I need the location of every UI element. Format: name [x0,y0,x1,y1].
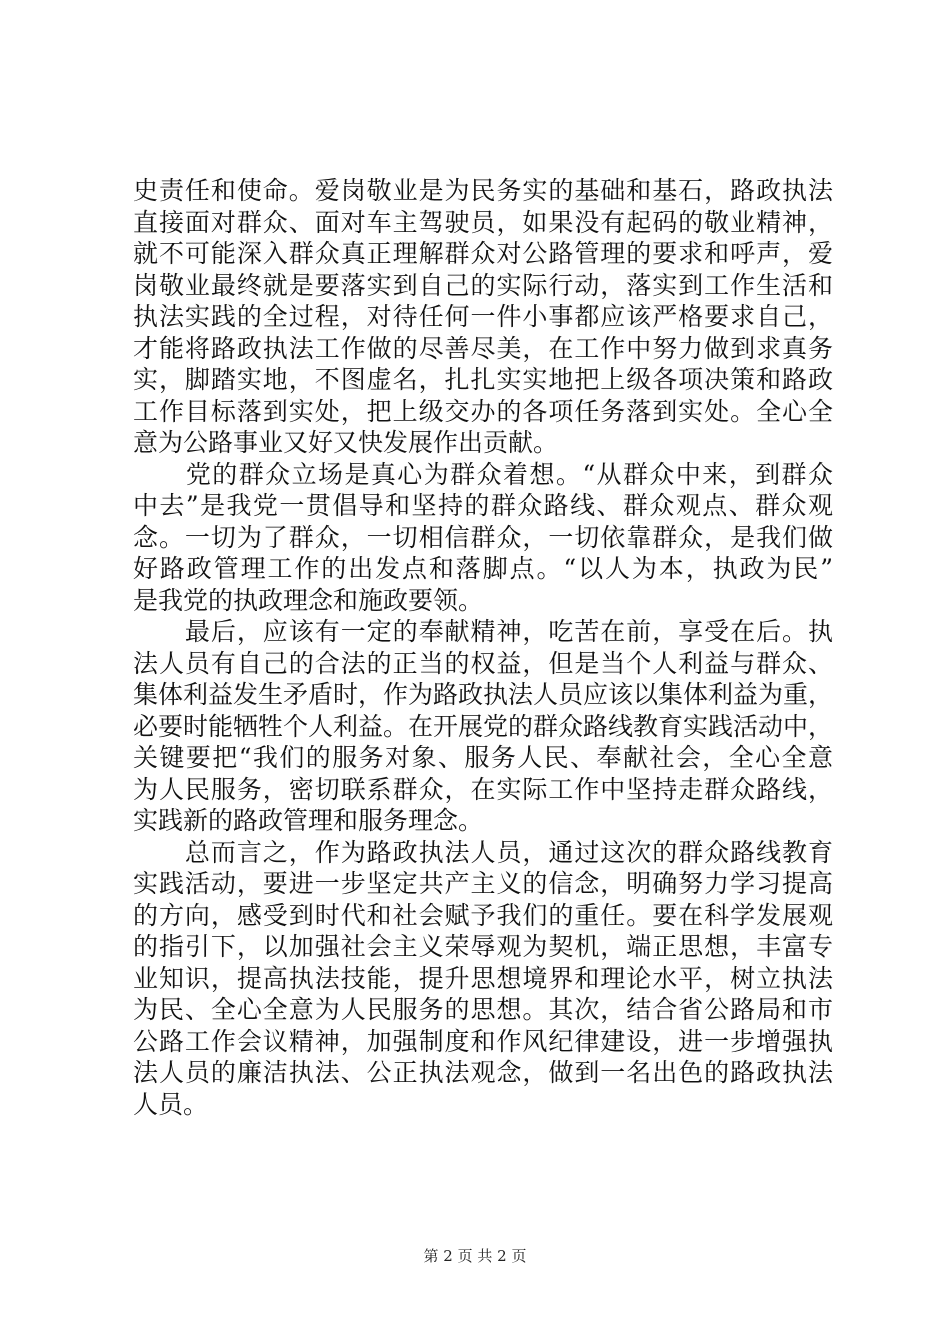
text-line: 人员。 [133,1089,209,1119]
text-line: 岗敬业最终就是要落实到自己的实际行动，落实到工作生活和 [133,270,833,300]
text-line: 为人民服务，密切联系群众，在实际工作中坚持走群众路线， [133,774,833,804]
text-line: 念。一切为了群众，一切相信群众，一切依靠群众，是我们做 [133,522,833,552]
text-line: 必要时能牺牲个人利益。在开展党的群众路线教育实践活动中， [133,711,834,741]
text-line: 为民、全心全意为人民服务的思想。其次，结合省公路局和市 [133,995,833,1024]
text-line: 实践活动，要进一步坚定共产主义的信念，明确努力学习提高 [133,869,833,898]
text-line: 公路工作会议精神，加强制度和作风纪律建设，进一步增强执 [133,1026,833,1056]
text-line: 就不可能深入群众真正理解群众对公路管理的要求和呼声，爱 [133,239,833,268]
text-line: 实，脚踏实地，不图虚名，扎扎实实地把上级各项决策和路政 [133,365,833,394]
text-line: 是我党的执政理念和施政要领。 [133,585,484,615]
text-line: 集体利益发生矛盾时，作为路政执法人员应该以集体利益为重， [133,680,834,709]
document-body [133,175,833,1120]
text-line: 法人员的廉洁执法、公正执法观念，做到一名出色的路政执法 [133,1058,833,1087]
text-line: 史责任和使命。爱岗敬业是为民务实的基础和基石，路政执法 [133,176,833,205]
text-line: 党的群众立场是真心为群众着想。“从群众中来，到群众 [133,459,833,489]
text-line: 意为公路事业又好又快发展作出贡献。 [133,428,559,457]
page-footer: 第 2 页 共 2 页 [423,1247,527,1265]
text-line: 执法实践的全过程，对待任何一件小事都应该严格要求自己， [133,302,833,331]
text-line: 中去”是我党一贯倡导和坚持的群众路线、群众观点、群众观 [133,491,833,520]
text-line: 直接面对群众、面对车主驾驶员，如果没有起码的敬业精神， [133,207,833,237]
text-line: 的指引下，以加强社会主义荣辱观为契机，端正思想，丰富专 [133,932,833,961]
text-line: 业知识，提高执法技能，提升思想境界和理论水平，树立执法 [133,963,833,993]
text-line: 好路政管理工作的出发点和落脚点。“以人为本，执政为民” [133,554,833,583]
text-line: 关键要把“我们的服务对象、服务人民、奉献社会，全心全意 [133,743,833,772]
text-line: 工作目标落到实处，把上级交办的各项任务落到实处。全心全 [133,396,833,426]
text-line: 法人员有自己的合法的正当的权益，但是当个人利益与群众、 [133,648,833,678]
text-line: 最后，应该有一定的奉献精神，吃苦在前，享受在后。执 [133,617,833,646]
text-line: 才能将路政执法工作做的尽善尽美，在工作中努力做到求真务 [133,333,833,363]
text-line: 的方向，感受到时代和社会赋予我们的重任。要在科学发展观 [133,900,833,930]
text-line: 实践新的路政管理和服务理念。 [133,806,484,835]
text-line: 总而言之，作为路政执法人员，通过这次的群众路线教育 [133,837,833,867]
